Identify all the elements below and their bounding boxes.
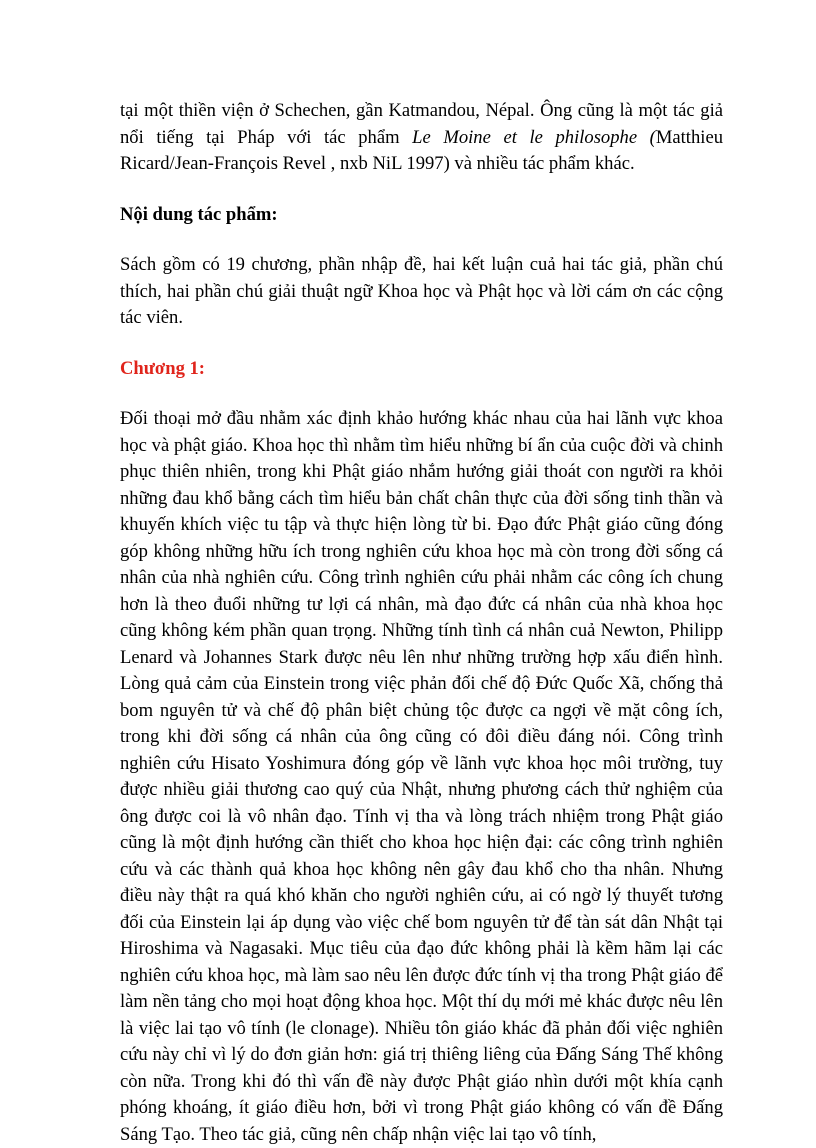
intro-text: tại một thiền viện ở Schechen, gần Katmandou, Népal. Ông cũng là một tác giả nổi tiếng tại Pháp với tác phẩm — [120, 100, 723, 148]
content-paragraph: Sách gồm có 19 chương, phần nhập đề, hai kết luận cuả hai tác giả, phần chú thích, hai phần chú giải thuật ngữ Khoa học và Phật học và lời cám ơn các cộng tác viên. — [120, 254, 723, 328]
chapter-heading: Chương 1: — [120, 357, 205, 379]
content-heading: Nội dung tác phẩm: — [120, 203, 278, 225]
chapter-paragraph: Đối thoại mở đầu nhằm xác định khảo hướng khác nhau của hai lãnh vực khoa học và phật giáo. Khoa học thì nhằm tìm hiểu những bí ẩn của cuộc đời và chinh phục thiên nhiên, trong khi Phật giáo nhắm hướng giải thoát con người ra khỏi những đau khổ bằng cách tìm hiểu bản chất chân thực của đời sống tinh thần và khuyến khích việc tu tập và thực hiện lòng từ bi. Đạo đức Phật giáo cũng đóng góp không những hữu ích trong nghiên cứu khoa học mà còn trong đời sống cá nhân của nhà nghiên cứu. Công trình nghiên cứu phải nhằm các công ích chung hơn là theo đuổi những tư lợi cá nhân, mà đạo đức cá nhân của nhà khoa học cũng không kém phần quan trọng. Những tính tình cá nhân cuả Newton, Philipp Lenard và Johannes Stark được nêu lên như những trường hợp xấu điển hình. Lòng quả cảm của Einstein trong việc phản đối chế độ Đức Quốc Xã, chống thả bom nguyên tử và chế độ phân biệt chủng tộc được ca ngợi về mặt công ích, trong khi đời sống cá nhân của ông cũng có đôi điều đáng nói. Công trình nghiên cứu Hisato Yoshimura đóng góp về lãnh vực khoa học môi trường, tuy được nhiều giải thương cao quý của Nhật, nhưng phương cách thử nghiệm của ông được coi là vô nhân đạo. Tính vị tha và lòng trách nhiệm trong Phật giáo cũng là một định hướng cần thiết cho khoa học hiện đại: các công trình nghiên cứu và các thành quả khoa học không nên gây đau khổ cho tha nhân. Nhưng điều này thật ra quá khó khăn cho người nghiên cứu, ai có ngờ lý thuyết tương đối của Einstein lại áp dụng vào việc chế bom nguyên tử để tàn sát dân Nhật tại Hiroshima và Nagasaki. Mục tiêu của đạo đức không phải là kềm hãm lại các nghiên cứu khoa học, mà làm sao nêu lên được đức tính vị tha trong Phật giáo để làm nền tảng cho mọi hoạt động khoa học. Một thí dụ mới mẻ khác được nêu lên là việc lai tạo vô tính (le clonage). Nhiều tôn giáo khác đã phản đối việc nghiên cứu này chỉ vì lý do đơn giản hơn: giá trị thiêng liêng của Đấng Sáng Thế không còn nữa. Trong khi đó thì vấn đề này được Phật giáo nhìn dưới một khía cạnh phóng khoáng, ít giáo điều hơn, bởi vì trong Phật giáo không có vấn đề Đấng Sáng Tạo. Theo tác giả, cũng nên chấp nhận việc lai tạo vô tính, — [120, 408, 723, 1145]
intro-paragraph — [120, 98, 723, 178]
intro-citation: Matthieu Ricard/Jean-François Revel , nxb NiL 1997) và nhiều tác phẩm khác. — [120, 126, 723, 174]
document-page — [120, 98, 723, 1148]
book-title: Le Moine et le philosophe ( — [412, 126, 656, 148]
